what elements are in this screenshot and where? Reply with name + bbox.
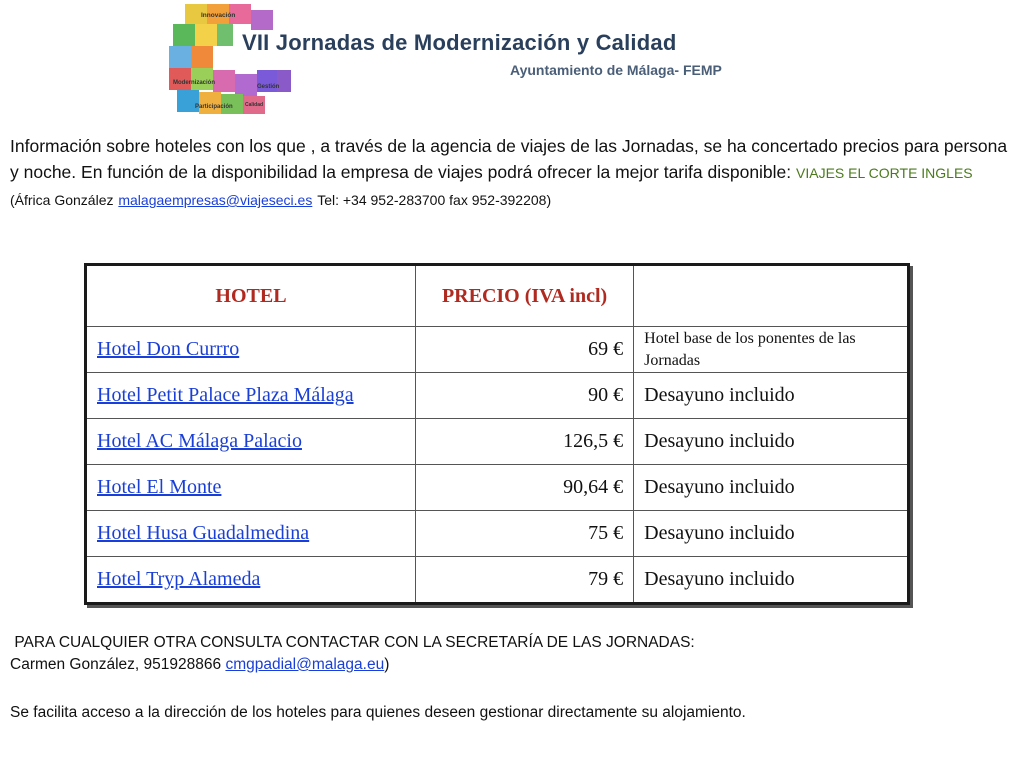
puzzle-c-logo-icon — [165, 0, 295, 118]
hotel-cell — [86, 327, 416, 373]
contact-block — [10, 632, 1010, 676]
hotel-cell — [86, 557, 416, 604]
table-row — [86, 557, 909, 604]
hotel-link[interactable]: Hotel AC Málaga Palacio — [97, 430, 302, 452]
hotel-link[interactable]: Hotel Husa Guadalmedina — [97, 522, 310, 544]
header-price: PRECIO (IVA incl) — [416, 265, 634, 327]
note-cell: Desayuno incluido — [634, 373, 909, 419]
table-header-row — [86, 265, 909, 327]
contact-heading-text: PARA CUALQUIER OTRA CONSULTA CONTACTAR CON LA SECRETARÍA DE LAS JORNADAS: — [14, 634, 695, 651]
intro-paragraph — [10, 133, 1010, 213]
price-cell: 75 € — [416, 511, 634, 557]
hotel-cell — [86, 373, 416, 419]
footer-note: Se facilita acceso a la dirección de los hoteles para quienes deseen gestionar directamente su alojamiento. — [10, 704, 746, 721]
price-cell: 79 € — [416, 557, 634, 604]
contact-person: Carmen González, 951928866 — [10, 656, 222, 673]
table-row — [86, 327, 909, 373]
hotel-link[interactable]: Hotel El Monte — [97, 476, 222, 498]
price-cell: 126,5 € — [416, 419, 634, 465]
price-cell: 90 € — [416, 373, 634, 419]
contact-heading — [10, 632, 1010, 654]
hotel-link[interactable]: Hotel Tryp Alameda — [97, 568, 261, 590]
hotel-cell — [86, 465, 416, 511]
agency-email-link[interactable]: malagaempresas@viajeseci.es — [118, 192, 313, 208]
agency-contact-prefix: (África González — [10, 192, 114, 208]
price-cell: 69 € — [416, 327, 634, 373]
hotel-cell — [86, 419, 416, 465]
agency-name: VIAJES EL CORTE INGLES — [796, 165, 973, 181]
hotel-link[interactable]: Hotel Don Currro — [97, 338, 240, 360]
hotel-cell — [86, 511, 416, 557]
table-row — [86, 465, 909, 511]
price-cell: 90,64 € — [416, 465, 634, 511]
contact-close-paren: ) — [384, 656, 390, 673]
note-cell: Desayuno incluido — [634, 511, 909, 557]
note-cell: Desayuno incluido — [634, 419, 909, 465]
page-subtitle: Ayuntamiento de Málaga- FEMP — [510, 62, 722, 78]
note-cell: Desayuno incluido — [634, 465, 909, 511]
contact-email-link[interactable]: cmgpadial@malaga.eu — [225, 656, 385, 673]
hotels-table — [84, 263, 910, 605]
note-cell: Desayuno incluido — [634, 557, 909, 604]
logo-word-3: Gestión — [257, 84, 280, 90]
logo-word-4: Participación — [195, 104, 233, 110]
intro-text: Información sobre hoteles con los que , a través de la agencia de viajes de las Jornadas, se ha concertado precios para persona y noche. En función de la disponibilidad la empresa de viajes podrá ofrecer la mejor tarifa disponible: — [10, 136, 1008, 182]
logo-word-1: Innovación — [201, 12, 236, 19]
logo-word-2: Modernización — [173, 80, 216, 86]
header — [165, 0, 775, 120]
agency-phone-fax: Tel: +34 952-283700 fax 952-392208) — [317, 192, 552, 208]
header-hotel: HOTEL — [86, 265, 416, 327]
note-cell: Hotel base de los ponentes de las Jornadas — [634, 327, 909, 373]
table-row — [86, 419, 909, 465]
logo-word-5: Calidad — [245, 102, 264, 108]
page-title: VII Jornadas de Modernización y Calidad — [242, 30, 677, 55]
table-row — [86, 373, 909, 419]
table-row — [86, 511, 909, 557]
contact-line — [10, 654, 1010, 676]
header-notes — [634, 265, 909, 327]
hotel-link[interactable]: Hotel Petit Palace Plaza Málaga — [97, 384, 354, 406]
